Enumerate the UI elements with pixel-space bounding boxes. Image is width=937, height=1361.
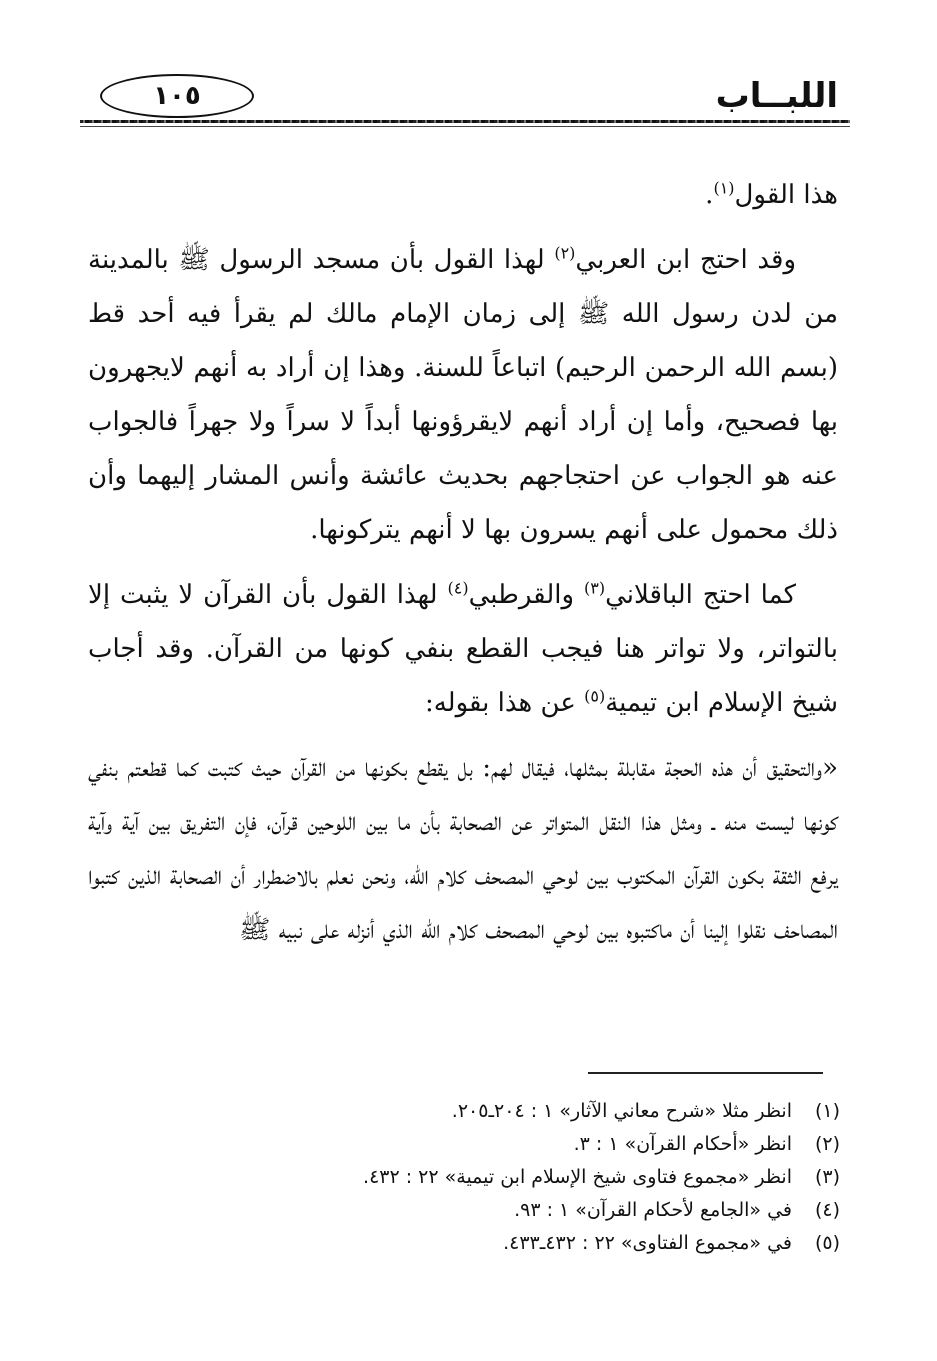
footnote-5	[300, 1227, 840, 1260]
text-run: وقد احتج ابن العربي	[575, 245, 797, 275]
footnote-text: في «الجامع لأحكام القرآن» ١ : ٩٣.	[514, 1199, 792, 1221]
footnote-number: (٥)	[814, 1232, 840, 1254]
footnote-number: (١)	[814, 1100, 840, 1122]
main-text	[88, 168, 838, 968]
footnote-text: في «مجموع الفتاوى» ٢٢ : ٤٣٢ـ٤٣٣.	[503, 1232, 792, 1254]
text-run: لهذا القول بأن مسجد الرسول ﷺ بالمدينة من لدن رسول الله ﷺ إلى زمان الإمام مالك لم يقرأ فيه أحد قط (بسم الله الرحمن الرحيم) اتباعاً للسنة. وهذا إن أراد به أنهم لايجهرون بها فصحيح، وأما إن أراد أنهم لايقرؤونها أبداً لا سراً ولا جهراً فالجواب عنه هو الجواب عن احتجاجهم بحديث عائشة وأنس المشار إليهما وأن ذلك محمول على أنهم يسرون بها لا أنهم يتركونها.	[88, 245, 838, 545]
paragraph-3	[88, 568, 838, 730]
text-run: .	[705, 180, 714, 210]
footnote-ref: (٣)	[583, 578, 606, 598]
footnote-number: (٢)	[814, 1133, 840, 1155]
footnote-ref: (٥)	[584, 686, 606, 706]
footnote-number: (٣)	[814, 1166, 840, 1188]
running-title: اللبــاب	[715, 76, 838, 116]
page-header	[80, 68, 850, 130]
footnote-text: انظر «أحكام القرآن» ١ : ٣.	[573, 1133, 792, 1155]
footnote-number: (٤)	[814, 1199, 840, 1221]
footnote-text: انظر «مجموع فتاوى شيخ الإسلام ابن تيمية» ٢٢ : ٤٣٢.	[363, 1166, 792, 1188]
text-run: عن هذا بقوله:	[424, 688, 585, 718]
footnote-ref: (١)	[713, 178, 735, 198]
footnote-3	[300, 1161, 840, 1194]
footnote-1	[300, 1095, 840, 1128]
footnote-ref: (٤)	[447, 578, 469, 598]
paragraph-4-quote	[88, 741, 838, 957]
footnote-2	[300, 1128, 840, 1161]
footnote-4	[300, 1194, 840, 1227]
text-run: والقرطبي	[468, 580, 584, 610]
text-run: كما احتج الباقلاني	[605, 580, 796, 610]
footnote-text: انظر مثلا «شرح معاني الآثار» ١ : ٢٠٤ـ٢٠٥.	[451, 1100, 792, 1122]
paragraph-2	[88, 233, 838, 557]
text-run: هذا القول	[734, 180, 838, 210]
text-run: لهذا القول بأن القرآن لا يثبت إلا بالتواتر، ولا تواتر هنا فيجب القطع بنفي كونها من القرآن. وقد أجاب شيخ الإسلام ابن تيمية	[88, 580, 838, 718]
text-run: «والتحقيق أن هذه الحجة مقابلة بمثلها، فيقال لهم: بل يقطع بكونها من القرآن حيث كتبت كما قطعتم بنفي كونها ليست منه ـ ومثل هذا النقل المتواتر عن الصحابة بأن ما بين اللوحين قرآن، فإن التفريق بين آية وآية يرفع الثقة بكون القرآن المكتوب بين لوحي المصحف كلام الله، ونحن نعلم بالاضطرار أن الصحابة الذين كتبوا المصاحف نقلوا إلينا أن ماكتبوه بين لوحي المصحف كلام الله الذي أنزله على نبيه ﷺ	[88, 753, 838, 945]
footnotes	[300, 1095, 840, 1260]
header-rule-thick	[80, 120, 850, 123]
footnote-separator	[588, 1072, 823, 1074]
page-number-badge: ١٠٥	[100, 74, 254, 118]
header-rule-thin	[80, 126, 850, 127]
footnote-ref: (٢)	[554, 243, 576, 263]
paragraph-1	[88, 168, 838, 222]
